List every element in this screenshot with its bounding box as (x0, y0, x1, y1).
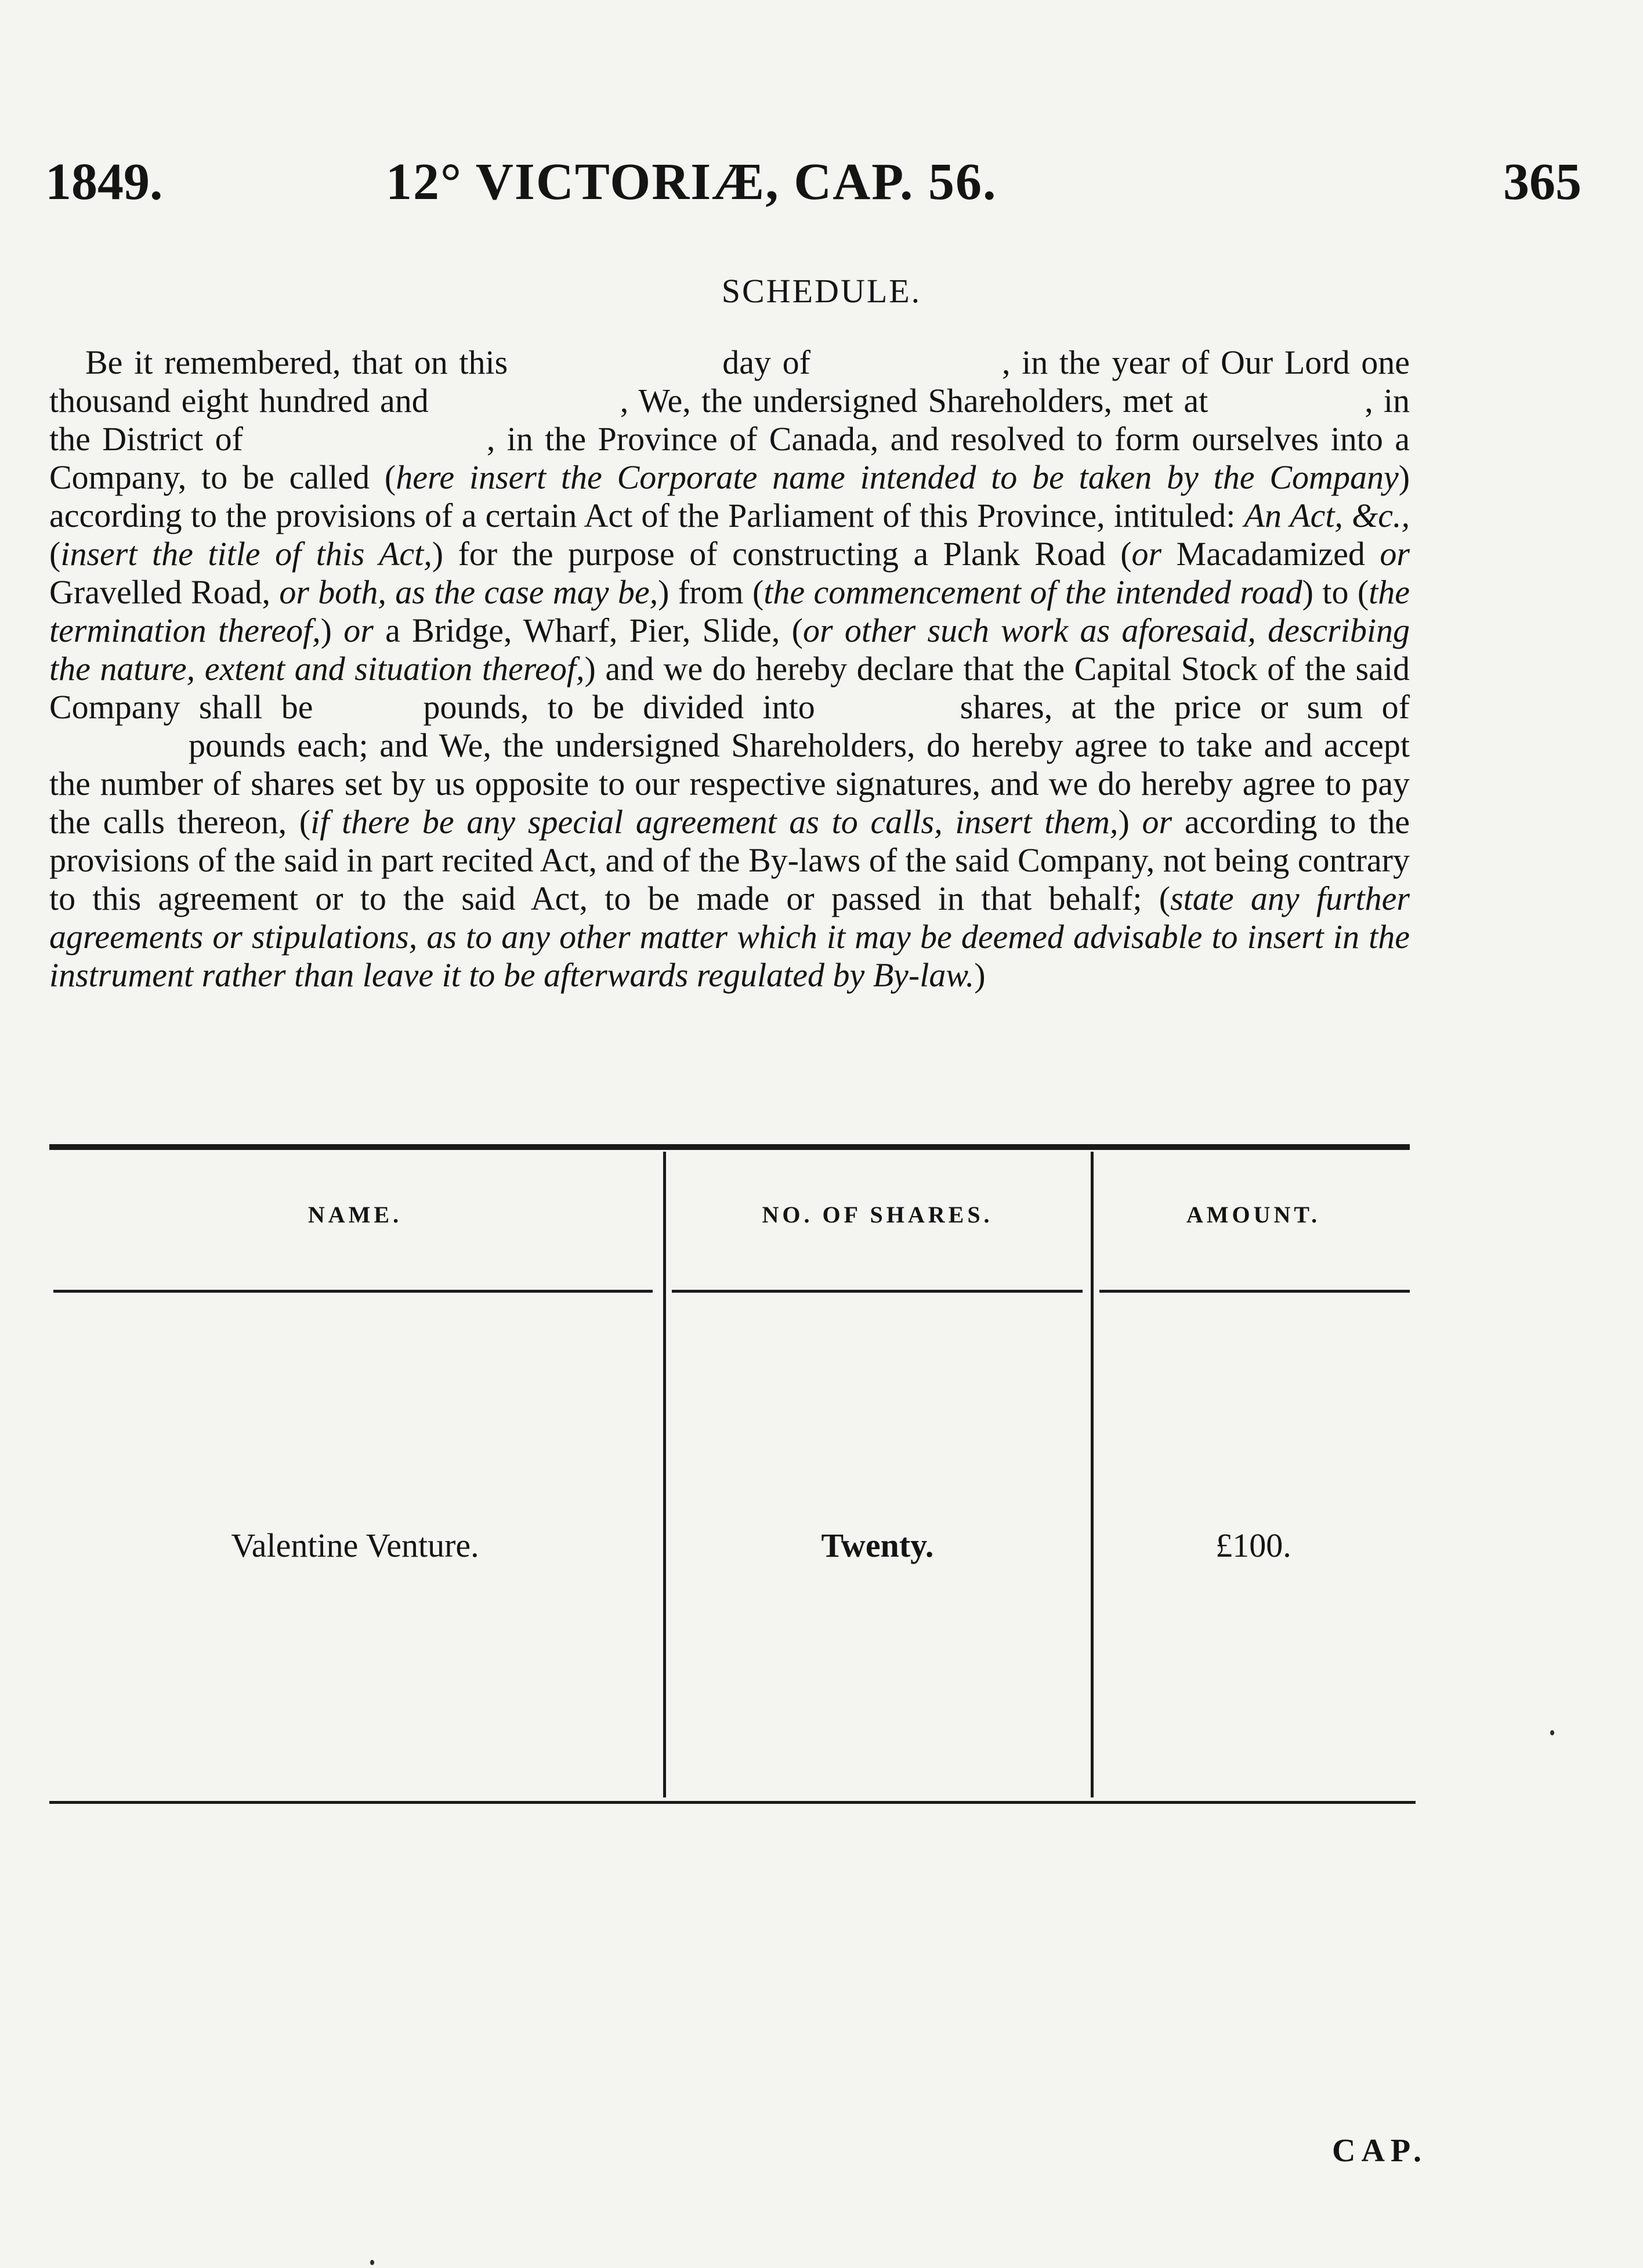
header-underline (53, 1290, 653, 1293)
text-segment: ) according to the provisions of a certain Act of the Parliament of this Province, intituled: (49, 458, 1410, 534)
text-segment: , in the Province of Canada, and resolved to form ourselves into a Company, to be called ( (49, 420, 1410, 496)
text-segment: , in the year of Our Lord one thousand eight hundred and (49, 343, 1410, 419)
catchword: CAP. (1332, 2133, 1427, 2169)
italic-segment: if there be any special agreement as to calls, insert them, (310, 803, 1119, 841)
header-year: 1849. (45, 153, 163, 211)
italic-segment: or both, as the case may be, (279, 573, 658, 611)
table-bottom-rule (49, 1801, 1416, 1804)
italic-segment: insert the title of this Act, (60, 535, 432, 573)
text-segment: , in the District of (49, 382, 1410, 458)
column-header-shares: NO. OF SHARES. (762, 1202, 993, 1228)
schedule-paragraph (49, 343, 1410, 994)
italic-segment: the termination thereof, (49, 573, 1410, 649)
italic-segment: state any further agreements or stipulations, as to any other matter which it may be deemed advisable to insert in the instrument rather than leave it to be afterwards regulated by By-law. (49, 880, 1410, 994)
ink-speck (370, 2260, 374, 2265)
text-segment: Macadamized (1161, 535, 1380, 573)
header-underline (672, 1290, 1083, 1293)
italic-segment: or (1131, 535, 1162, 573)
text-segment: ) from ( (658, 573, 764, 611)
text-segment: ) (320, 612, 344, 649)
cell-shareholder-name: Valentine Venture. (231, 1527, 479, 1564)
text-segment: ( (49, 535, 61, 573)
page-number: 365 (1503, 153, 1582, 211)
text-segment: Be it remembered, that on this (85, 343, 508, 381)
cell-amount: £100. (1215, 1527, 1291, 1564)
italic-segment: the commencement of the intended road (763, 573, 1302, 611)
italic-segment: or (1142, 803, 1172, 841)
text-segment: , We, the undersigned Shareholders, met at (620, 382, 1208, 419)
column-divider (1091, 1152, 1094, 1797)
italic-segment: or other such work as aforesaid, describing the nature, extent and situation thereof, (49, 612, 1410, 688)
text-segment: ) to ( (1302, 573, 1369, 611)
text-segment: shares, at the price or sum of (960, 688, 1410, 726)
cell-number-of-shares: Twenty. (821, 1527, 934, 1564)
text-segment: pounds each; and We, the undersigned Shareholders, do hereby agree to take and accept the number of shares set by us opposite to our respective signatures, and we do hereby agree to pay the calls thereon, ( (49, 726, 1410, 841)
page-header (0, 152, 1643, 216)
italic-segment: here insert the Corporate name intended to be taken by the Company (396, 458, 1399, 496)
header-title: 12° VICTORIÆ, CAP. 56. (386, 153, 997, 211)
text-segment: ) (974, 956, 986, 994)
italic-segment: or (1380, 535, 1410, 573)
text-segment: pounds, to be divided into (423, 688, 815, 726)
italic-segment: An Act, &c., (1244, 497, 1410, 534)
text-segment: a Bridge, Wharf, Pier, Slide, ( (373, 612, 803, 649)
text-segment: ) (1118, 803, 1142, 841)
schedule-heading: SCHEDULE. (721, 272, 922, 310)
column-header-name: NAME. (307, 1202, 403, 1228)
text-segment: ) and we do hereby declare that the Capital Stock of the said Company shall be (49, 650, 1410, 726)
table-top-rule (49, 1144, 1410, 1150)
column-header-amount: AMOUNT. (1186, 1202, 1321, 1228)
ink-speck (1550, 1730, 1554, 1735)
text-segment: ) for the purpose of constructing a Plank Road ( (432, 535, 1132, 573)
column-divider (663, 1152, 666, 1797)
text-segment: Gravelled Road, (49, 573, 280, 611)
text-segment: day of (722, 343, 810, 381)
text-segment: according to the provisions of the said in part recited Act, and of the By-laws of the said Company, not being contrary to this agreement or to the said Act, to be made or passed in that behalf; ( (49, 803, 1410, 917)
italic-segment: or (343, 612, 374, 649)
header-underline (1099, 1290, 1410, 1293)
